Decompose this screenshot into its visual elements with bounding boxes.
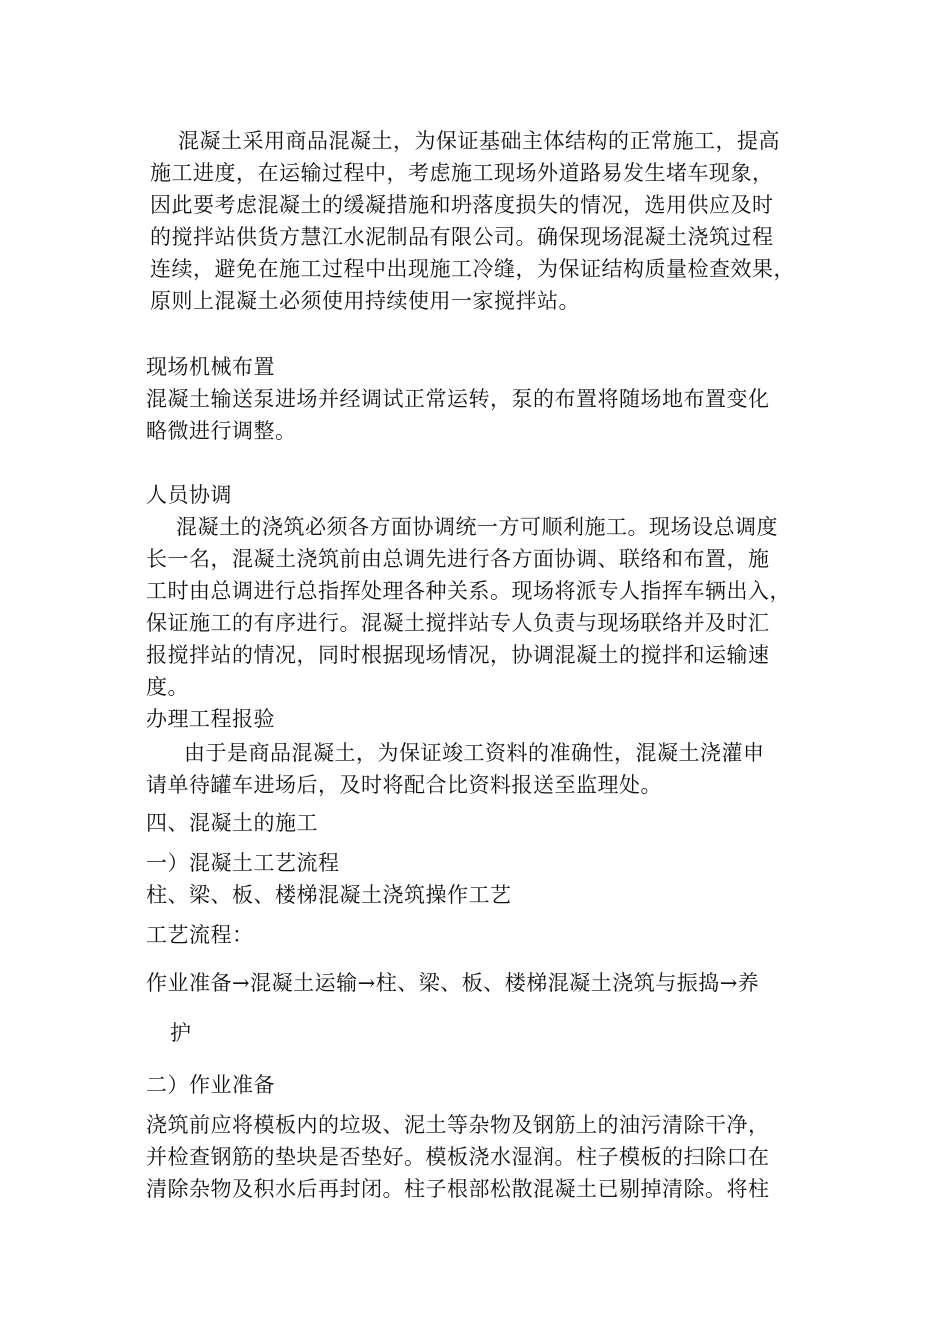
- paragraph-line: 混凝土采用商品混凝土，为保证基础主体结构的正常施工，提高: [178, 129, 780, 153]
- flow-label: 工艺流程：: [146, 923, 254, 947]
- section-heading-inspection: 办理工程报验: [146, 707, 275, 731]
- paragraph-line: 保证施工的有序进行。混凝土搅拌站专人负责与现场联络并及时汇: [146, 611, 770, 635]
- section-heading-personnel: 人员协调: [146, 483, 232, 507]
- paragraph-line: 连续，避免在施工过程中出现施工冷缝，为保证结构质量检查效果，: [150, 257, 795, 281]
- paragraph-line: 工时由总调进行总指挥处理各种关系。现场将派专人指挥车辆出入，: [146, 579, 791, 603]
- paragraph-line: 度。: [146, 675, 189, 699]
- paragraph-line: 浇筑前应将模板内的垃圾、泥土等杂物及钢筋上的油污清除干净，: [146, 1113, 770, 1137]
- paragraph-line: 混凝土的浇筑必须各方面协调统一方可顺利施工。现场设总调度: [176, 515, 778, 539]
- paragraph-line: 原则上混凝土必须使用持续使用一家搅拌站。: [150, 289, 580, 313]
- paragraph-line: 清除杂物及积水后再封闭。柱子根部松散混凝土已剔掉清除。将柱: [146, 1177, 770, 1201]
- paragraph-line: 的搅拌站供货方慧江水泥制品有限公司。确保现场混凝土浇筑过程: [150, 225, 774, 249]
- paragraph-line: 因此要考虑混凝土的缓凝措施和坍落度损失的情况，选用供应及时: [150, 193, 774, 217]
- section-heading-machinery: 现场机械布置: [146, 355, 275, 379]
- flow-line: 护: [170, 1021, 192, 1045]
- subsection-heading-process: 一）混凝土工艺流程: [146, 851, 340, 875]
- paragraph-line: 混凝土输送泵进场并经调试正常运转，泵的布置将随场地布置变化: [146, 387, 770, 411]
- paragraph-line: 请单待罐车进场后，及时将配合比资料报送至监理处。: [146, 773, 662, 797]
- paragraph-line: 由于是商品混凝土，为保证竣工资料的准确性，混凝土浇灌申: [184, 741, 765, 765]
- section-heading-construction: 四、混凝土的施工: [146, 811, 318, 835]
- paragraph-line: 长一名，混凝土浇筑前由总调先进行各方面协调、联络和布置，施: [146, 547, 770, 571]
- process-title: 柱、梁、板、楼梯混凝土浇筑操作工艺: [146, 883, 512, 907]
- paragraph-line: 报搅拌站的情况，同时根据现场情况，协调混凝土的搅拌和运输速: [146, 643, 770, 667]
- paragraph-line: 施工进度，在运输过程中，考虑施工现场外道路易发生堵车现象，: [150, 161, 774, 185]
- subsection-heading-preparation: 二）作业准备: [146, 1073, 275, 1097]
- paragraph-line: 略微进行调整。: [146, 419, 297, 443]
- flow-line: 作业准备→混凝土运输→柱、梁、板、楼梯混凝土浇筑与振捣→养: [146, 971, 760, 995]
- paragraph-line: 并检查钢筋的垫块是否垫好。模板浇水湿润。柱子模板的扫除口在: [146, 1145, 770, 1169]
